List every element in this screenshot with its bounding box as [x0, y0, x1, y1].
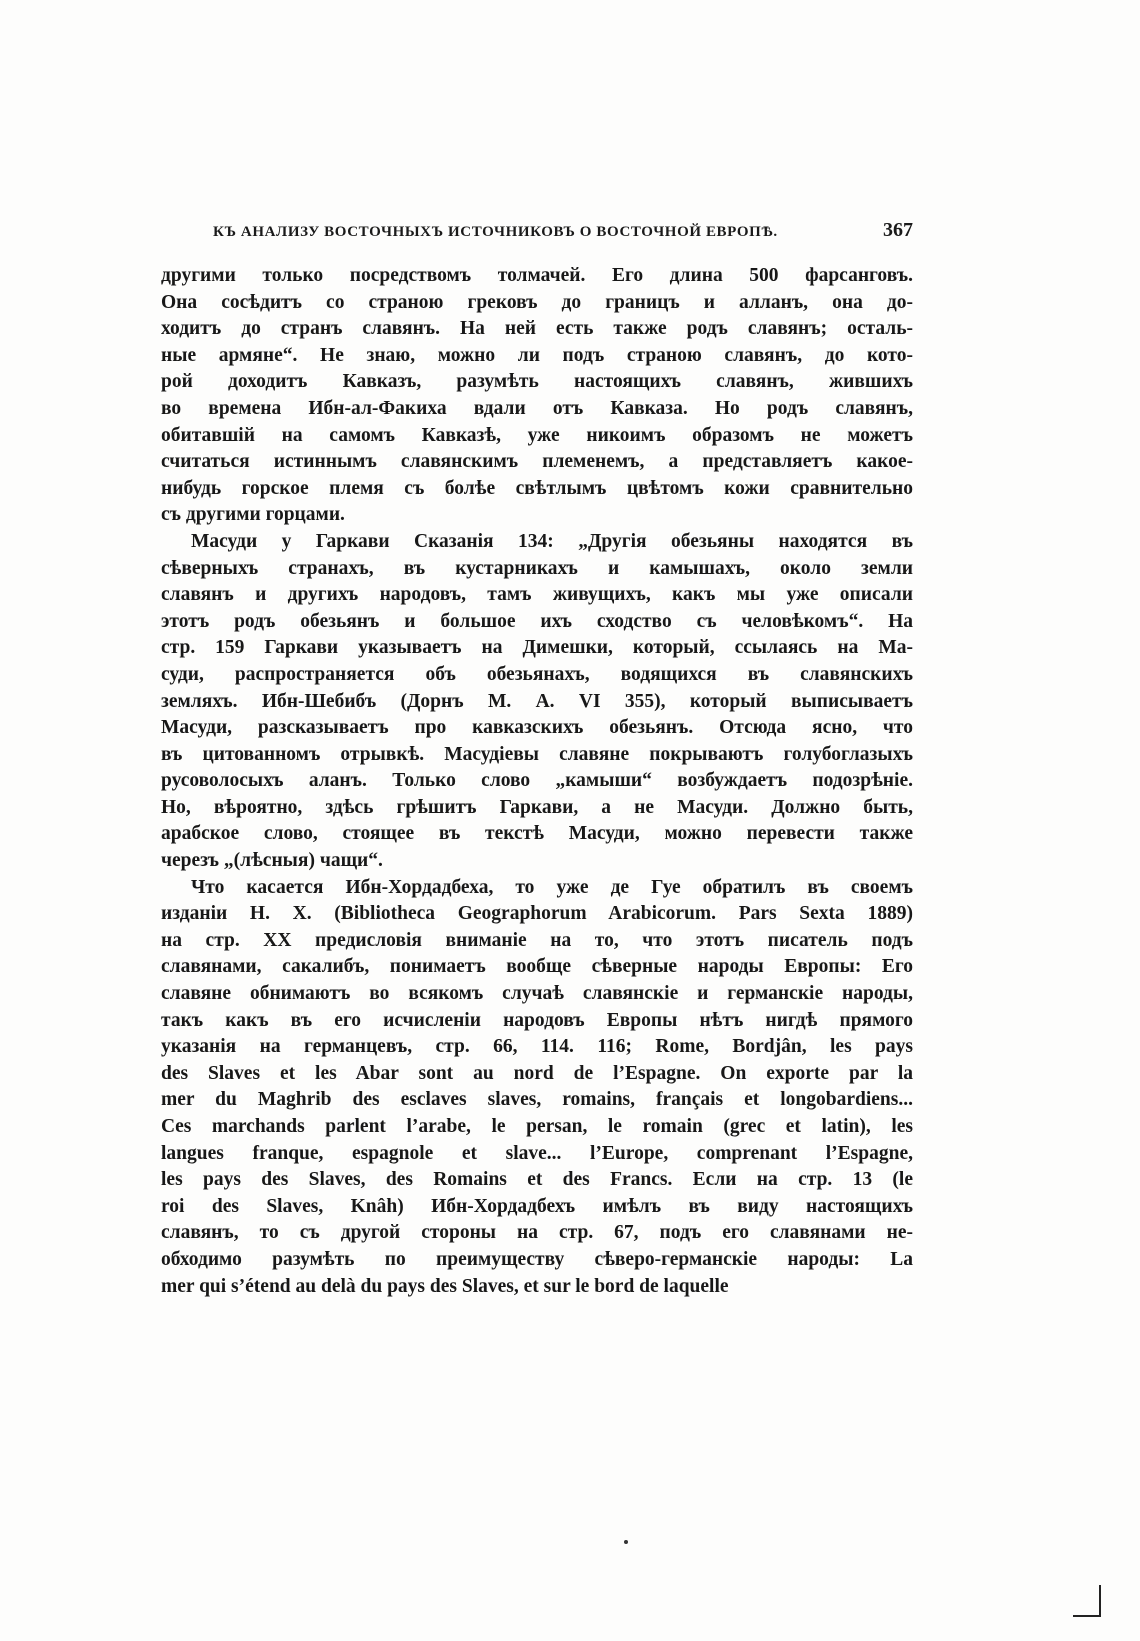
text-line: Масуди, разсказываетъ про кавказскихъ обезьянъ. Отсюда ясно, что	[161, 717, 913, 739]
text-line: черезъ „(лѣсныя) чащи“.	[161, 850, 383, 872]
running-head: КЪ АНАЛИЗУ ВОСТОЧНЫХЪ ИСТОЧНИКОВЪ О ВОСТОЧНОЙ ЕВРОПѢ.	[213, 224, 778, 240]
text-line: обитавшій на самомъ Кавказѣ, уже никоимъ образомъ не можетъ	[161, 424, 913, 446]
text-line: этотъ родъ обезьянъ и большое ихъ сходство съ человѣкомъ“. На	[161, 610, 913, 632]
ink-dot	[624, 1540, 628, 1544]
text-line: стр. 159 Гаркави указываетъ на Димешки, который, ссылаясь на Ма-	[161, 637, 913, 659]
scan-corner-mark	[1073, 1585, 1101, 1617]
text-line: во времена Ибн-ал-Факиха вдали отъ Кавказа. Но родъ славянъ,	[161, 397, 913, 419]
text-line: ходитъ до странъ славянъ. На ней есть также родъ славянъ; осталь-	[161, 318, 913, 340]
text-line: Масуди у Гаркави Сказанія 134: „Другія обезьяны находятся въ	[191, 530, 913, 552]
text-line: langues franque, espagnole et slave... l’Europe, comprenant l’Espagne,	[161, 1142, 913, 1164]
body-text	[161, 263, 913, 1300]
text-line: сѣверныхъ странахъ, въ кустарникахъ и камышахъ, около земли	[161, 557, 913, 579]
text-line: Что касается Ибн-Хордадбеха, то уже де Гуе обратилъ въ своемъ	[191, 876, 913, 898]
text-line: славянъ и другихъ народовъ, тамъ живущихъ, какъ мы уже описали	[161, 584, 913, 606]
text-line: mer qui s’étend au delà du pays des Slaves, et sur le bord de laquelle	[161, 1275, 729, 1297]
text-line: другими только посредствомъ толмачей. Его длина 500 фарсанговъ.	[161, 265, 913, 286]
text-line: des Slaves et les Abar sont au nord de l’Espagne. On exporte par la	[161, 1062, 913, 1084]
text-line: русоволосыхъ аланъ. Только слово „камыши“ возбуждаетъ подозрѣніе.	[161, 770, 913, 792]
page-header	[213, 219, 913, 249]
text-line: съ другими горцами.	[161, 504, 345, 526]
text-line: Но, вѣроятно, здѣсь грѣшитъ Гаркави, а не Масуди. Должно быть,	[161, 796, 913, 818]
text-line: арабское слово, стоящее въ текстѣ Масуди, можно перевести также	[161, 823, 913, 845]
text-line: славянами, сакалибъ, понимаетъ вообще сѣверные народы Европы: Его	[161, 956, 913, 978]
text-line: указанія на германцевъ, стр. 66, 114. 116; Rome, Bordjân, les pays	[161, 1036, 913, 1058]
text-line: ные армяне“. Не знаю, можно ли подъ страною славянъ, до кото-	[161, 344, 913, 366]
text-line: roi des Slaves, Knâh) Ибн-Хордадбехъ имѣлъ въ виду настоящихъ	[161, 1195, 913, 1217]
text-line: mer du Maghrib des esclaves slaves, romains, français et longobardiens...	[161, 1089, 913, 1111]
text-line: славяне обнимаютъ во всякомъ случаѣ славянскіе и германскіе народы,	[161, 983, 913, 1005]
text-line: считаться истиннымъ славянскимъ племенемъ, а представляетъ какое-	[161, 451, 913, 473]
text-line: такъ какъ въ его исчисленіи народовъ Европы нѣтъ нигдѣ прямого	[161, 1009, 913, 1031]
text-line: нибудь горское племя съ болѣе свѣтлымъ цвѣтомъ кожи сравнительно	[161, 477, 913, 499]
text-line: земляхъ. Ибн-Шебибъ (Дорнъ М. А. VI 355), который выписываетъ	[161, 690, 913, 712]
text-line: обходимо разумѣть по преимуществу сѣверо-германскіе народы: La	[161, 1248, 913, 1270]
page-number: 367	[883, 219, 913, 241]
text-line: les pays des Slaves, des Romains et des Francs. Если на стр. 13 (le	[161, 1169, 913, 1191]
text-line: въ цитованномъ отрывкѣ. Масудіевы славяне покрываютъ голубоглазыхъ	[161, 743, 913, 765]
text-line: славянъ, то съ другой стороны на стр. 67, подъ его славянами не-	[161, 1222, 913, 1244]
text-line: Она сосѣдитъ со страною грековъ до границъ и алланъ, она до-	[161, 291, 913, 313]
text-line: на стр. XX предисловія вниманіе на то, что этотъ писатель подъ	[161, 929, 913, 951]
text-line: суди, распространяется объ обезьянахъ, водящихся въ славянскихъ	[161, 663, 913, 685]
text-line: рой доходитъ Кавказъ, разумѣть настоящихъ славянъ, жившихъ	[161, 371, 913, 393]
text-line: изданіи Н. X. (Bibliotheca Geographorum Arabicorum. Pars Sexta 1889)	[161, 903, 913, 925]
text-line: Ces marchands parlent l’arabe, le persan, le romain (grec et latin), les	[161, 1116, 913, 1137]
